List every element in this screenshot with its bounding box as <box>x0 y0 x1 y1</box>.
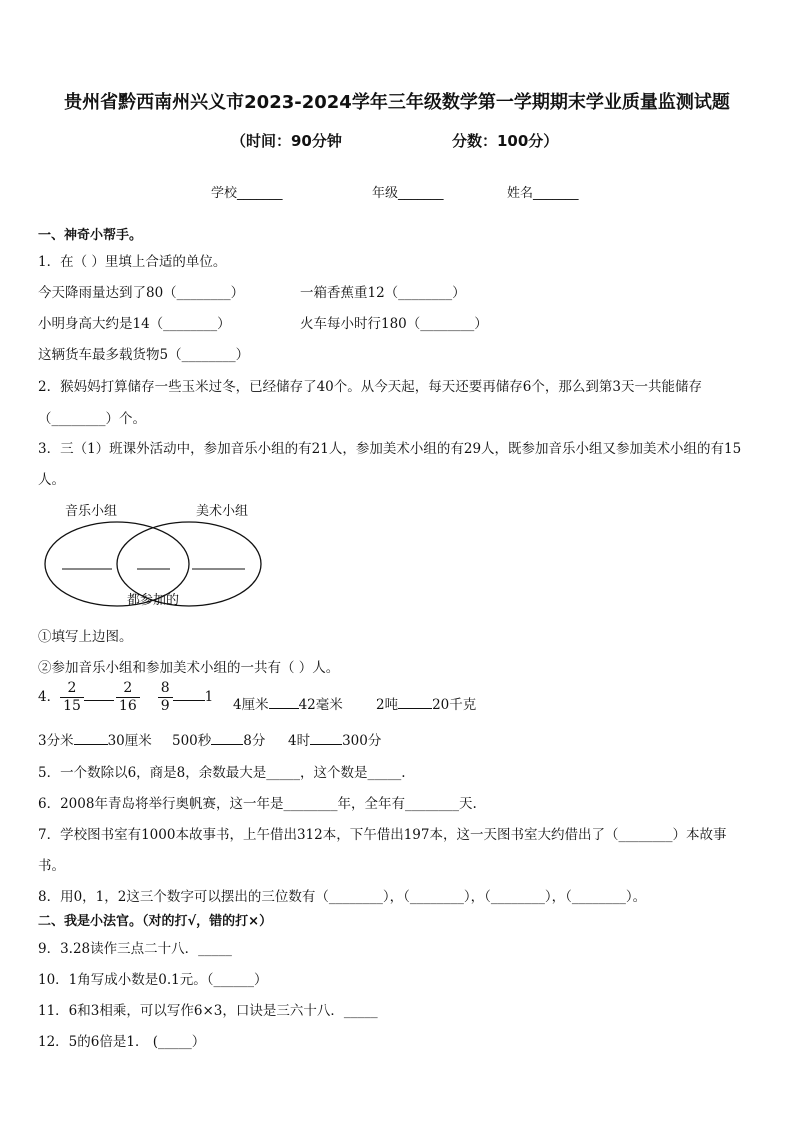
venn-right-label: 美术小组 <box>196 504 249 519</box>
q3-line2: 人。 <box>38 472 65 488</box>
q4-r2-c: 500秒 <box>172 733 212 749</box>
fraction-3 <box>158 680 173 715</box>
grade-field: 年级_______ <box>372 186 444 201</box>
q4-weight-b: 20千克 <box>432 697 477 713</box>
page-title: 贵州省黔西南州兴义市2023-2024学年三年级数学第一学期期末学业质量监测试题 <box>64 92 730 113</box>
q4-r2-e: 4时 <box>288 733 311 749</box>
fraction-1-numerator: 2 <box>60 680 84 698</box>
school-field: 学校_______ <box>211 186 283 201</box>
q11: 11．6和3相乘，可以写作6×3，口诀是三六十八．_____ <box>38 1003 378 1019</box>
q4-weight-a: 2吨 <box>376 697 399 713</box>
venn-bottom-label: 都参加的 <box>127 593 180 608</box>
fraction-2-denominator: 16 <box>118 698 137 714</box>
name-field: 姓名_______ <box>507 186 579 201</box>
q4-compare-weight <box>376 693 476 713</box>
q10: 10．1角写成小数是0.1元。（______） <box>38 972 268 988</box>
q4-row1 <box>38 680 213 715</box>
q8: 8．用0，1，2这三个数字可以摆出的三位数有（________），（________），（________），（________）。 <box>38 889 647 905</box>
q4-r2-f: 300分 <box>342 733 382 749</box>
q4-length-b: 42毫米 <box>298 697 343 713</box>
fraction-1-denominator: 15 <box>63 698 81 714</box>
q12: 12．5的6倍是1． (_____） <box>38 1034 206 1050</box>
q4-blank-1[interactable] <box>84 688 114 701</box>
q4-r2-a: 3分米 <box>38 733 74 749</box>
q7-line1: 7．学校图书室有1000本故事书，上午借出312本，下午借出197本，这一天图书室大约借出了（________）本故事 <box>38 827 727 843</box>
section2-heading: 二、我是小法官。（对的打√，错的打×） <box>38 914 273 929</box>
q4-compare-length <box>233 693 343 713</box>
exam-score: 分数：100分） <box>452 132 559 150</box>
q4-row2-c <box>288 729 381 749</box>
q4-value-1: 1 <box>204 689 214 705</box>
q9: 9．3.28读作三点二十八．_____ <box>38 941 232 957</box>
q2-line1: 2．猴妈妈打算储存一些玉米过冬，已经储存了40个。从今天起，每天还要再储存6个，那么到第3天一共能储存 <box>38 379 702 395</box>
q4-row2-a <box>38 729 152 749</box>
q1-b: 一箱香蕉重12（________） <box>300 285 466 301</box>
q1-d: 火车每小时行180（________） <box>300 316 488 332</box>
q4-r2-b: 30厘米 <box>107 733 152 749</box>
q3-sub1: ①填写上边图。 <box>38 629 133 645</box>
q4-blank-5[interactable] <box>74 732 108 745</box>
q4-blank-2[interactable] <box>173 688 205 701</box>
fraction-2-numerator: 2 <box>116 680 140 698</box>
q4-blank-6[interactable] <box>211 732 243 745</box>
q3-sub2: ②参加音乐小组和参加美术小组的一共有（ ）人。 <box>38 660 340 676</box>
q7-line2: 书。 <box>38 858 65 874</box>
q1-a: 今天降雨量达到了80（________） <box>38 285 245 301</box>
section1-heading: 一、神奇小帮手。 <box>38 228 143 243</box>
q4-number: 4． <box>38 689 61 705</box>
fraction-2 <box>116 680 140 715</box>
q4-blank-7[interactable] <box>310 732 342 745</box>
venn-left-label: 音乐小组 <box>65 504 118 519</box>
q4-row2-b <box>172 729 265 749</box>
q6: 6．2008年青岛将举行奥帆赛，这一年是________年，全年有________天. <box>38 796 477 812</box>
fraction-1 <box>60 680 84 715</box>
q4-r2-d: 8分 <box>243 733 266 749</box>
fraction-3-numerator: 8 <box>158 680 173 698</box>
q4-blank-3[interactable] <box>269 696 299 709</box>
q3-line1: 3．三（1）班课外活动中，参加音乐小组的有21人，参加美术小组的有29人，既参加音乐小组又参加美术小组的有15 <box>38 441 742 457</box>
q1-e: 这辆货车最多载货物5（________） <box>38 347 250 363</box>
venn-diagram <box>40 498 280 610</box>
exam-time: （时间：90分钟 <box>231 132 342 150</box>
q2-line2: （________）个。 <box>38 411 146 427</box>
q4-length-a: 4厘米 <box>233 697 269 713</box>
q1-c: 小明身高大约是14（________） <box>38 316 231 332</box>
q5: 5．一个数除以6，商是8，余数最大是_____，这个数是_____. <box>38 765 406 781</box>
q4-blank-4[interactable] <box>398 696 432 709</box>
q1-stem: 1．在（ ）里填上合适的单位。 <box>38 254 227 270</box>
fraction-3-denominator: 9 <box>160 698 170 714</box>
